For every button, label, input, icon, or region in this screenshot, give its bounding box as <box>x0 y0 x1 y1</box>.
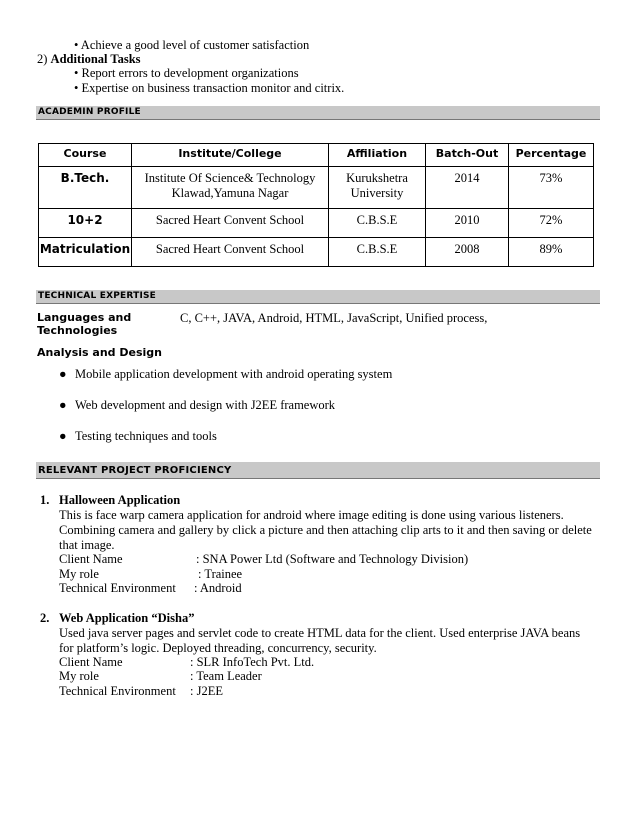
client-label: Client Name <box>59 552 123 566</box>
label-line: Languages and <box>37 311 132 324</box>
languages-label <box>37 311 131 337</box>
batch-cell: 2008 <box>426 238 509 267</box>
bullet-dot: ● <box>59 367 67 381</box>
course-cell: B.Tech. <box>39 167 132 209</box>
affiliation-cell: C.B.S.E <box>329 209 426 238</box>
label-line: Technologies <box>37 324 118 337</box>
additional-tasks-heading <box>37 52 141 67</box>
env-value: : Android <box>194 581 242 595</box>
role-value: : Team Leader <box>190 669 262 683</box>
affiliation-cell: C.B.S.E <box>329 238 426 267</box>
skill-bullet: Testing techniques and tools <box>75 429 217 443</box>
task-bullet: • Expertise on business transaction monitor and citrix. <box>74 81 345 95</box>
env-label: Technical Environment <box>59 684 176 698</box>
affiliation-line: Kurukshetra <box>346 171 408 185</box>
project-title: Halloween Application <box>59 493 181 507</box>
role-label: My role <box>59 669 99 683</box>
project-desc: that image. <box>59 538 115 552</box>
project-desc: for platform’s logic. Deployed threading, concurrency, security. <box>59 641 377 655</box>
academic-table <box>38 143 594 267</box>
skill-bullet: Mobile application development with android operating system <box>75 367 393 381</box>
col-header: Institute/College <box>132 144 329 167</box>
project-number: 2. <box>40 611 50 625</box>
institute-line: Institute Of Science& Technology <box>144 171 316 185</box>
analysis-label: Analysis and Design <box>37 346 162 359</box>
item-number: 2) <box>37 52 48 66</box>
section-heading: TECHNICAL EXPERTISE <box>38 291 157 301</box>
client-value: : SLR InfoTech Pvt. Ltd. <box>190 655 315 669</box>
section-heading: RELEVANT PROJECT PROFICIENCY <box>38 465 232 476</box>
table-header-row <box>39 144 594 167</box>
col-header: Course <box>39 144 132 167</box>
env-value: : J2EE <box>190 684 223 698</box>
env-label: Technical Environment <box>59 581 176 595</box>
percent-cell: 89% <box>509 238 594 267</box>
institute-cell: Sacred Heart Convent School <box>132 238 329 267</box>
bullet-dot: ● <box>59 429 67 443</box>
affiliation-cell <box>329 167 426 209</box>
project-desc: Combining camera and gallery by click a picture and then attaching clip arts to it and then saving or delete <box>59 523 592 537</box>
project-number: 1. <box>40 493 50 507</box>
institute-cell <box>132 167 329 209</box>
batch-cell: 2010 <box>426 209 509 238</box>
course-cell: 10+2 <box>39 209 132 238</box>
bullet-dot: ● <box>59 398 67 412</box>
responsibility-bullet: • Achieve a good level of customer satisfaction <box>74 38 310 52</box>
languages-value: C, C++, JAVA, Android, HTML, JavaScript, Unified process, <box>180 311 488 325</box>
role-value: : Trainee <box>198 567 243 581</box>
course-cell: Matriculation <box>39 238 132 267</box>
table-row <box>39 167 594 209</box>
table-row <box>39 209 594 238</box>
role-label: My role <box>59 567 99 581</box>
client-label: Client Name <box>59 655 123 669</box>
col-header: Batch-Out <box>426 144 509 167</box>
client-value: : SNA Power Ltd (Software and Technology Division) <box>196 552 469 566</box>
percent-cell: 72% <box>509 209 594 238</box>
item-title: Additional Tasks <box>50 52 141 66</box>
col-header: Affiliation <box>329 144 426 167</box>
table-row <box>39 238 594 267</box>
section-bar-projects <box>36 462 600 479</box>
col-header: Percentage <box>509 144 594 167</box>
project-desc: Used java server pages and servlet code to create HTML data for the client. Used enterprise JAVA beans <box>59 626 581 640</box>
project-title: Web Application “Disha” <box>59 611 195 625</box>
institute-cell: Sacred Heart Convent School <box>132 209 329 238</box>
section-bar-technical <box>36 290 600 304</box>
affiliation-line: University <box>350 186 404 200</box>
batch-cell: 2014 <box>426 167 509 209</box>
section-bar-academic <box>36 106 600 120</box>
section-heading: ACADEMIN PROFILE <box>38 107 141 117</box>
institute-line: Klawad,Yamuna Nagar <box>171 186 289 200</box>
project-desc: This is face warp camera application for android where image editing is done using various listeners. <box>59 508 564 522</box>
task-bullet: • Report errors to development organizations <box>74 66 299 80</box>
percent-cell: 73% <box>509 167 594 209</box>
skill-bullet: Web development and design with J2EE framework <box>75 398 336 412</box>
